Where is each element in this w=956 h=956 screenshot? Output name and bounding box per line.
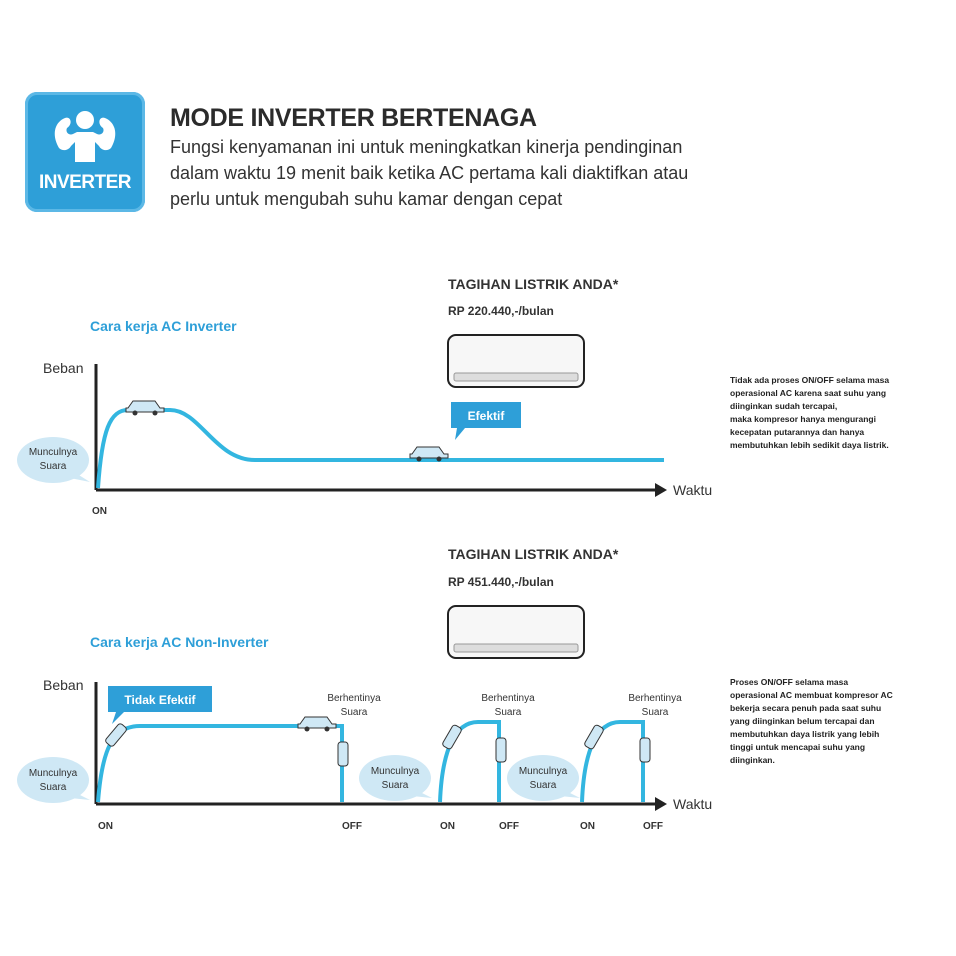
x-axis-arrow [655, 797, 667, 811]
svg-text:Munculnya: Munculnya [28, 768, 78, 779]
non-inverter-section-label: Cara kerja AC Non-Inverter [90, 634, 269, 650]
noise-bubble-line: Munculnya [28, 447, 78, 458]
strongman-icon [45, 104, 125, 166]
note-line: membutuhkan daya listrik yang lebih [730, 729, 880, 739]
inverter-logo [25, 92, 145, 212]
note-line: diinginkan. [730, 755, 775, 765]
svg-text:Berhentinya: Berhentinya [327, 693, 381, 704]
svg-text:Munculnya: Munculnya [370, 766, 420, 777]
svg-text:Suara: Suara [340, 707, 368, 718]
note-line: Proses ON/OFF selama masa [730, 677, 849, 687]
note-line: yang diinginkan belum tercapai dan [730, 716, 875, 726]
efficiency-tag [451, 402, 521, 440]
on-label: ON [98, 821, 113, 832]
efficiency-tag-label: Efektif [467, 409, 505, 423]
non-inverter-bill-value: RP 451.440,-/bulan [448, 575, 554, 589]
inverter-section-label: Cara kerja AC Inverter [90, 318, 237, 334]
page-title: MODE INVERTER BERTENAGA [170, 104, 537, 132]
note-line: maka kompresor hanya mengurangi [730, 414, 876, 424]
off-label: OFF [499, 821, 519, 832]
logo-label: INVERTER [38, 172, 132, 193]
x-axis-arrow [655, 483, 667, 497]
efficiency-tag-label: Tidak Efektif [124, 693, 196, 707]
svg-text:Berhentinya: Berhentinya [481, 693, 535, 704]
svg-text:Suara: Suara [641, 707, 669, 718]
note-line: Tidak ada proses ON/OFF selama masa [730, 375, 890, 385]
stop-noise-label [481, 693, 535, 718]
note-line: kecepatan putarannya dan hanya [730, 427, 865, 437]
compressor-cycle-curve [98, 726, 342, 802]
non-inverter-note [730, 676, 930, 767]
noise-bubble [359, 755, 432, 801]
stop-noise-label [327, 693, 381, 718]
noise-bubble-line: Suara [39, 461, 67, 472]
note-line: operasional AC membuat kompresor AC [730, 690, 893, 700]
ac-unit-icon [446, 604, 586, 660]
stop-noise-label [628, 693, 682, 718]
description-line: Fungsi kenyamanan ini untuk meningkatkan kinerja pendinginan [170, 137, 683, 157]
efficiency-tag [108, 686, 212, 724]
page-description [170, 134, 850, 212]
non-inverter-diagram [0, 670, 720, 840]
noise-bubble [17, 437, 90, 483]
svg-text:Suara: Suara [381, 780, 409, 791]
svg-text:Suara: Suara [494, 707, 522, 718]
svg-text:Munculnya: Munculnya [518, 766, 568, 777]
svg-text:Suara: Suara [39, 782, 67, 793]
on-label: ON [92, 506, 107, 517]
inverter-bill-title: TAGIHAN LISTRIK ANDA* [448, 276, 619, 292]
x-axis-label: Waktu [673, 796, 713, 812]
note-line: tinggi untuk mencapai suhu yang [730, 742, 866, 752]
car-icon [126, 401, 164, 416]
note-line: membutuhkan lebih sedikit daya listrik. [730, 440, 889, 450]
inverter-note [730, 374, 930, 452]
car-icon [640, 738, 650, 762]
svg-text:Berhentinya: Berhentinya [628, 693, 682, 704]
note-line: operasional AC karena saat suhu yang [730, 388, 887, 398]
inverter-diagram [0, 350, 720, 530]
car-icon [496, 738, 506, 762]
car-icon [104, 723, 127, 748]
car-icon [442, 724, 463, 750]
inverter-bill-value: RP 220.440,-/bulan [448, 304, 554, 318]
on-label: ON [440, 821, 455, 832]
note-line: bekerja secara penuh pada saat suhu [730, 703, 882, 713]
note-line: diinginkan sudah tercapai, [730, 401, 838, 411]
noise-bubble [17, 757, 90, 803]
svg-text:Suara: Suara [529, 780, 557, 791]
inverter-curve [98, 410, 664, 488]
y-axis-label: Beban [43, 360, 84, 376]
off-label: OFF [342, 821, 362, 832]
non-inverter-bill-title: TAGIHAN LISTRIK ANDA* [448, 546, 619, 562]
description-line: dalam waktu 19 menit baik ketika AC pertama kali diaktifkan atau [170, 163, 689, 183]
off-label: OFF [643, 821, 663, 832]
car-icon [584, 724, 605, 750]
on-label: ON [580, 821, 595, 832]
description-line: perlu untuk mengubah suhu kamar dengan cepat [170, 189, 563, 209]
noise-bubble [507, 755, 580, 801]
car-icon [298, 717, 336, 732]
car-icon [338, 742, 348, 766]
y-axis-label: Beban [43, 677, 84, 693]
x-axis-label: Waktu [673, 482, 713, 498]
